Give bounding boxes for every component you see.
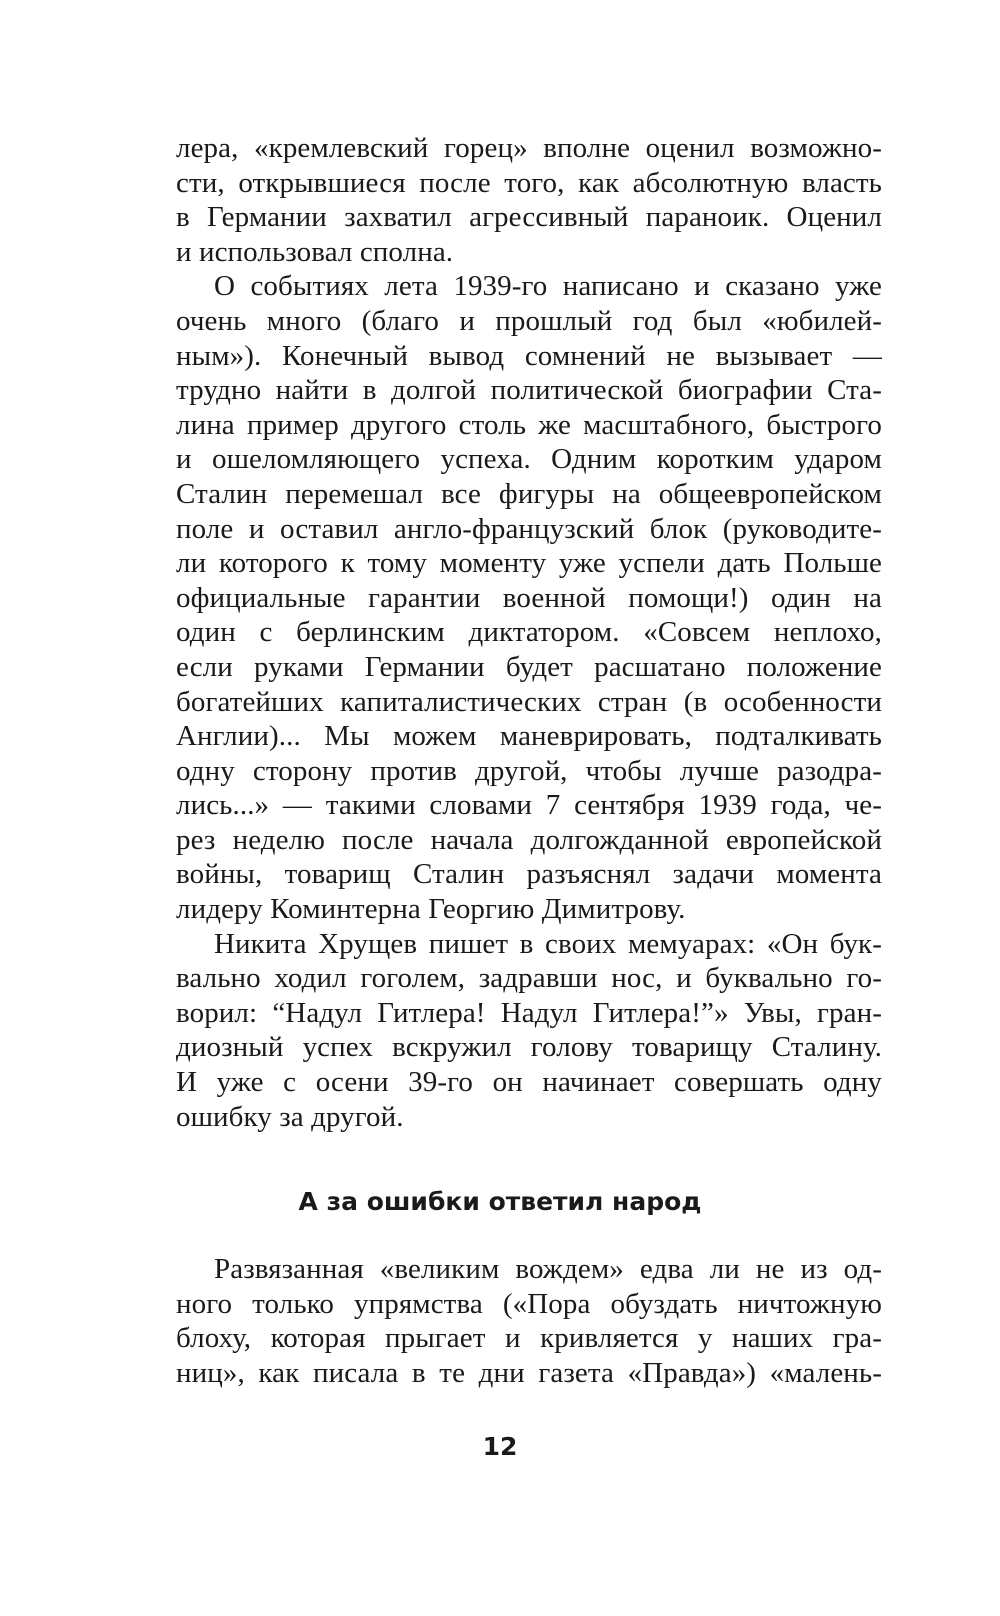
text-line: очень много (благо и прошлый год был «юбилей-	[176, 304, 882, 337]
text-line: лера, «кремлевский горец» вполне оценил возможно-	[176, 132, 882, 164]
text-line: Развязанная «великим вождем» едва ли не из од-	[214, 1253, 882, 1285]
text-line: поле и оставил англо-французский блок (руководите-	[176, 512, 882, 545]
text-line: И уже с осени 39-го он начинает совершать одну	[176, 1066, 882, 1099]
body-text-after-heading	[176, 1252, 882, 1390]
text-line: вально ходил гоголем, задравши нос, и буквально го-	[176, 962, 882, 995]
text-line: если руками Германии будет расшатано положение	[176, 650, 882, 683]
page-number: 12	[482, 1432, 518, 1461]
text-line: официальные гарантии военной помощи!) один на	[176, 581, 882, 614]
text-line: ошибку за другой.	[176, 1100, 404, 1133]
text-line: лидеру Коминтерна Георгию Димитрову.	[176, 893, 686, 926]
text-line: Сталин перемешал все фигуры на общеевропейском	[176, 477, 882, 510]
text-line: ли которого к тому моменту уже успели дать Польше	[176, 547, 882, 580]
text-line: богатейших капиталистических стран (в особенности	[176, 685, 882, 718]
body-text	[176, 131, 882, 1134]
text-line: одну сторону против другой, чтобы лучше разодра-	[176, 754, 882, 787]
text-line: рез неделю после начала долгожданной европейской	[176, 823, 882, 856]
text-line: ного только упрямства («Пора обуздать ничтожную	[176, 1287, 882, 1320]
text-line: лись...» — такими словами 7 сентября 1939 года, че-	[176, 789, 882, 822]
text-line: Никита Хрущев пишет в своих мемуарах: «Он бук-	[214, 927, 882, 960]
text-line: блоху, которая прыгает и кривляется у наших гра-	[176, 1322, 882, 1355]
text-line: трудно найти в долгой политической биографии Ста-	[176, 374, 882, 407]
text-line: лина пример другого столь же масштабного, быстрого	[176, 408, 882, 441]
text-line: ворил: “Надул Гитлера! Надул Гитлера!”» Увы, гран-	[176, 996, 882, 1029]
text-line: сти, открывшиеся после того, как абсолютную власть	[176, 166, 882, 199]
text-line: войны, товарищ Сталин разъяснял задачи момента	[176, 858, 882, 891]
section-heading: А за ошибки ответил народ	[298, 1187, 702, 1216]
text-line: один с берлинским диктатором. «Совсем неплохо,	[176, 616, 882, 649]
text-line: и ошеломляющего успеха. Одним коротким ударом	[176, 443, 882, 476]
text-line: Англии)... Мы можем маневрировать, подталкивать	[176, 720, 882, 753]
text-line: диозный успех вскружил голову товарищу Сталину.	[176, 1031, 882, 1064]
text-line: в Германии захватил агрессивный параноик. Оценил	[176, 201, 882, 234]
text-line: ным»). Конечный вывод сомнений не вызывает —	[176, 339, 882, 372]
text-line: О событиях лета 1939-го написано и сказано уже	[214, 270, 882, 303]
text-line: и использовал сполна.	[176, 235, 454, 268]
text-line: ниц», как писала в те дни газета «Правда») «малень-	[176, 1356, 882, 1389]
